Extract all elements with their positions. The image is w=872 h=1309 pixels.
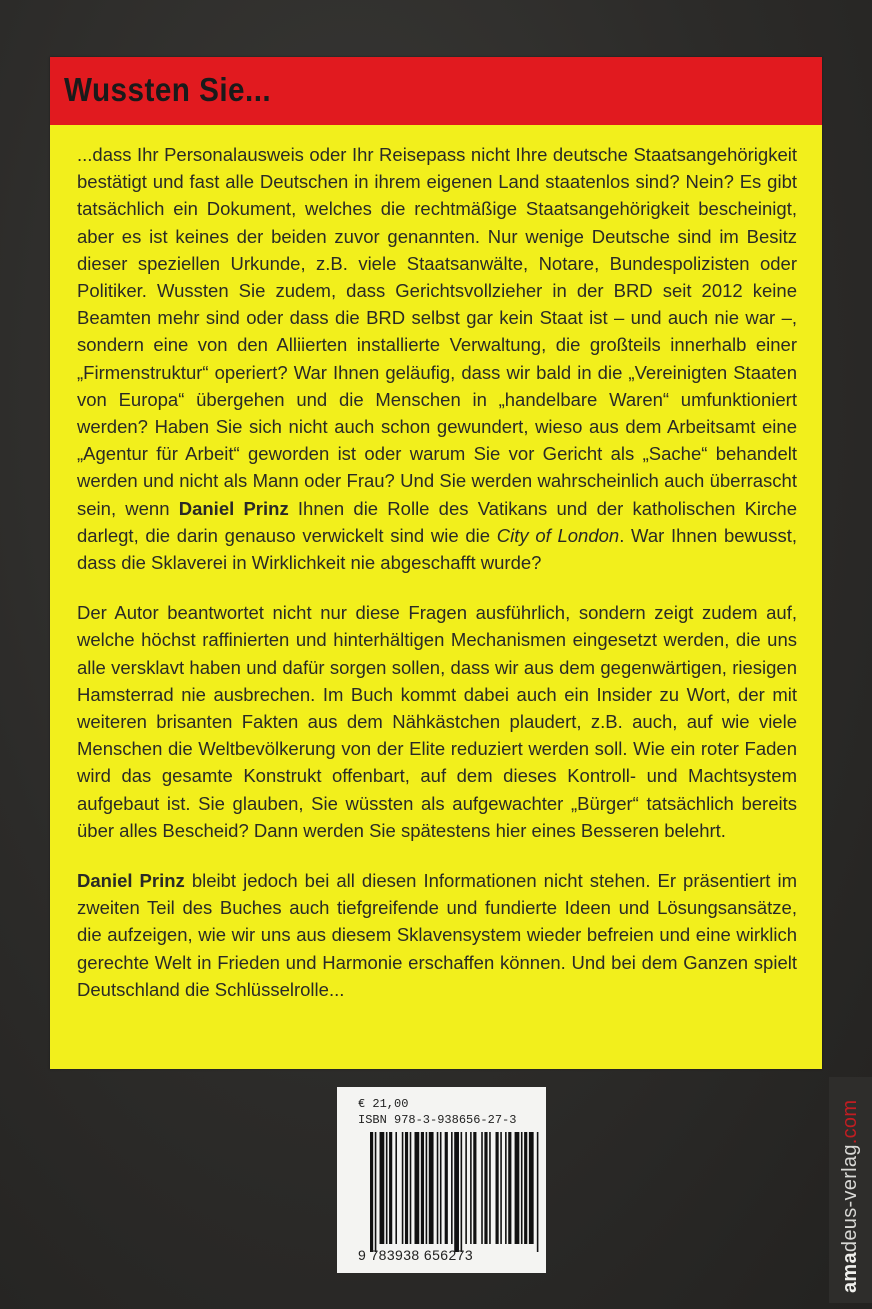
barcode-bar	[410, 1132, 412, 1244]
barcode-bar	[426, 1132, 428, 1244]
publisher-name	[839, 1100, 862, 1293]
barcode-bar	[473, 1132, 476, 1244]
barcode-bar	[437, 1132, 439, 1244]
barcode-bar	[537, 1132, 539, 1252]
blurb-paragraph-1	[77, 141, 797, 576]
body-text: ...dass Ihr Personalausweis oder Ihr Reisepass nicht Ihre deutsche Staatsangehörigkeit bestätigt und fast alle Deutschen in ihrem eigenen Land staatenlos sind? Nein? Es gibt tatsächlich ein Dokument, welches die rechtmäßige Staatsangehörigkeit bescheinigt, aber es ist keines der beiden zuvor genannten. Nur wenige Deutsche sind im Besitz dieser speziellen Urkunde, z.B. viele Staatsanwälte, Notare, Bundespolizisten oder Politiker. Wussten Sie zudem, dass Gerichtsvollzieher in der BRD seit 2012 keine Beamten mehr sind oder dass die BRD selbst gar kein Staat ist – und auch nie war –, sondern eine von den Alliierten installierte Verwaltung, die großteils innerhalb einer „Firmenstruktur“ operiert? War Ihnen geläufig, dass wir bald in die „Vereinigten Staaten von Europa“ übergehen und die Menschen in „handelbare Waren“ umfunktioniert werden? Haben Sie sich nicht auch schon gewundert, wieso aus dem Arbeitsamt eine „Agentur für Arbeit“ geworden ist oder warum Sie vor Gericht als „Sache“ behandelt werden und nicht als Mann oder Frau? Und Sie werden wahrscheinlich auch überrascht sein, wenn	[77, 144, 797, 519]
barcode-sticker	[337, 1087, 546, 1273]
price-label: € 21,00	[358, 1097, 409, 1111]
barcode-bar	[402, 1132, 404, 1244]
barcode-bar	[451, 1132, 453, 1244]
barcode-bar	[465, 1132, 467, 1244]
barcode-bar	[395, 1132, 397, 1244]
barcode-bar	[440, 1132, 442, 1244]
barcode-bar	[521, 1132, 523, 1244]
barcode-bar	[508, 1132, 511, 1244]
publisher-rest: deus-verlag	[839, 1144, 861, 1253]
barcode-bar	[445, 1132, 448, 1244]
body-text: . War Ihnen bewusst, dass die Sklaverei in Wirklichkeit nie abgeschafft wurde?	[77, 524, 797, 574]
barcode-bar	[429, 1132, 434, 1244]
barcode-bar	[421, 1132, 424, 1244]
author-name: Daniel Prinz	[77, 870, 185, 892]
barcode-bar	[524, 1132, 527, 1244]
publisher-prefix: ama	[839, 1252, 861, 1293]
barcode-bar	[481, 1132, 483, 1244]
blurb-panel	[50, 57, 822, 1069]
publisher-suffix: .com	[839, 1099, 861, 1145]
barcode-bar	[461, 1132, 463, 1252]
barcode-bar	[515, 1132, 520, 1244]
spine-strip	[829, 1077, 872, 1303]
barcode-bars	[370, 1132, 540, 1252]
barcode-bar	[389, 1132, 392, 1244]
barcode-bar	[380, 1132, 385, 1244]
emphasis-text: City of London	[496, 524, 620, 546]
title-banner	[50, 57, 822, 125]
body-text: Ihnen die Rolle des Vatikans und der katholischen Kirche darlegt, die darin genauso verwickelt sind wie die	[77, 497, 798, 546]
blurb-paragraph-3	[77, 867, 797, 1003]
barcode-bar	[500, 1132, 502, 1244]
banner-title: Wussten Sie...	[64, 71, 272, 108]
barcode-bar	[489, 1132, 491, 1244]
body-text: Der Autor beantwortet nicht nur diese Fragen ausführlich, sondern zeigt zudem auf, welche höchst raffinierten und hinterhältigen Mechanismen eingesetzt werden, die uns alle versklavt haben und dafür sorgen sollen, dass wir aus dem gegenwärtigen, riesigen Hamsterrad nie ausbrechen. Im Buch kommt dabei auch ein Insider zu Wort, der mit weiteren brisanten Fakten aus dem Nähkästchen plaudert, z.B. auch, auf wie viele Menschen die Weltbevölkerung von der Elite reduziert werden soll. Wie ein roter Faden wird das gesamte Konstrukt offenbart, auf dem dieses Kontroll- und Machtsystem aufgebaut ist. Sie glauben, Sie wüssten als aufgewachter „Bürger“ tatsächlich bereits über alles Bescheid? Dann werden Sie spätestens hier eines Besseren belehrt.	[77, 602, 797, 841]
barcode-bar	[375, 1132, 377, 1252]
barcode-bar	[505, 1132, 507, 1244]
body-text: bleibt jedoch bei all diesen Informationen nicht stehen. Er präsentiert im zweiten Teil des Buches auch tiefgreifende und fundierte Ideen und Lösungsansätze, die aufzeigen, wie wir uns aus diesem Sklavensystem wieder befreien und eine wirklich gerechte Welt in Frieden und Harmonie erschaffen können. Und bei dem Ganzen spielt Deutschland die Schlüsselrolle...	[77, 870, 797, 1000]
barcode-bar	[386, 1132, 388, 1244]
barcode-bar	[454, 1132, 459, 1252]
isbn-label: ISBN 978-3-938656-27-3	[358, 1113, 517, 1127]
barcode-bar	[470, 1132, 472, 1244]
barcode-bar	[405, 1132, 408, 1244]
ean-digits: 9 783938 656273	[358, 1247, 473, 1263]
blurb-text	[77, 141, 797, 1026]
author-name: Daniel Prinz	[178, 497, 289, 519]
barcode-bar	[496, 1132, 499, 1244]
barcode-bar	[484, 1132, 487, 1244]
barcode-bar	[414, 1132, 419, 1244]
barcode-bar	[370, 1132, 373, 1252]
blurb-paragraph-2	[77, 599, 797, 844]
barcode-bar	[529, 1132, 534, 1244]
